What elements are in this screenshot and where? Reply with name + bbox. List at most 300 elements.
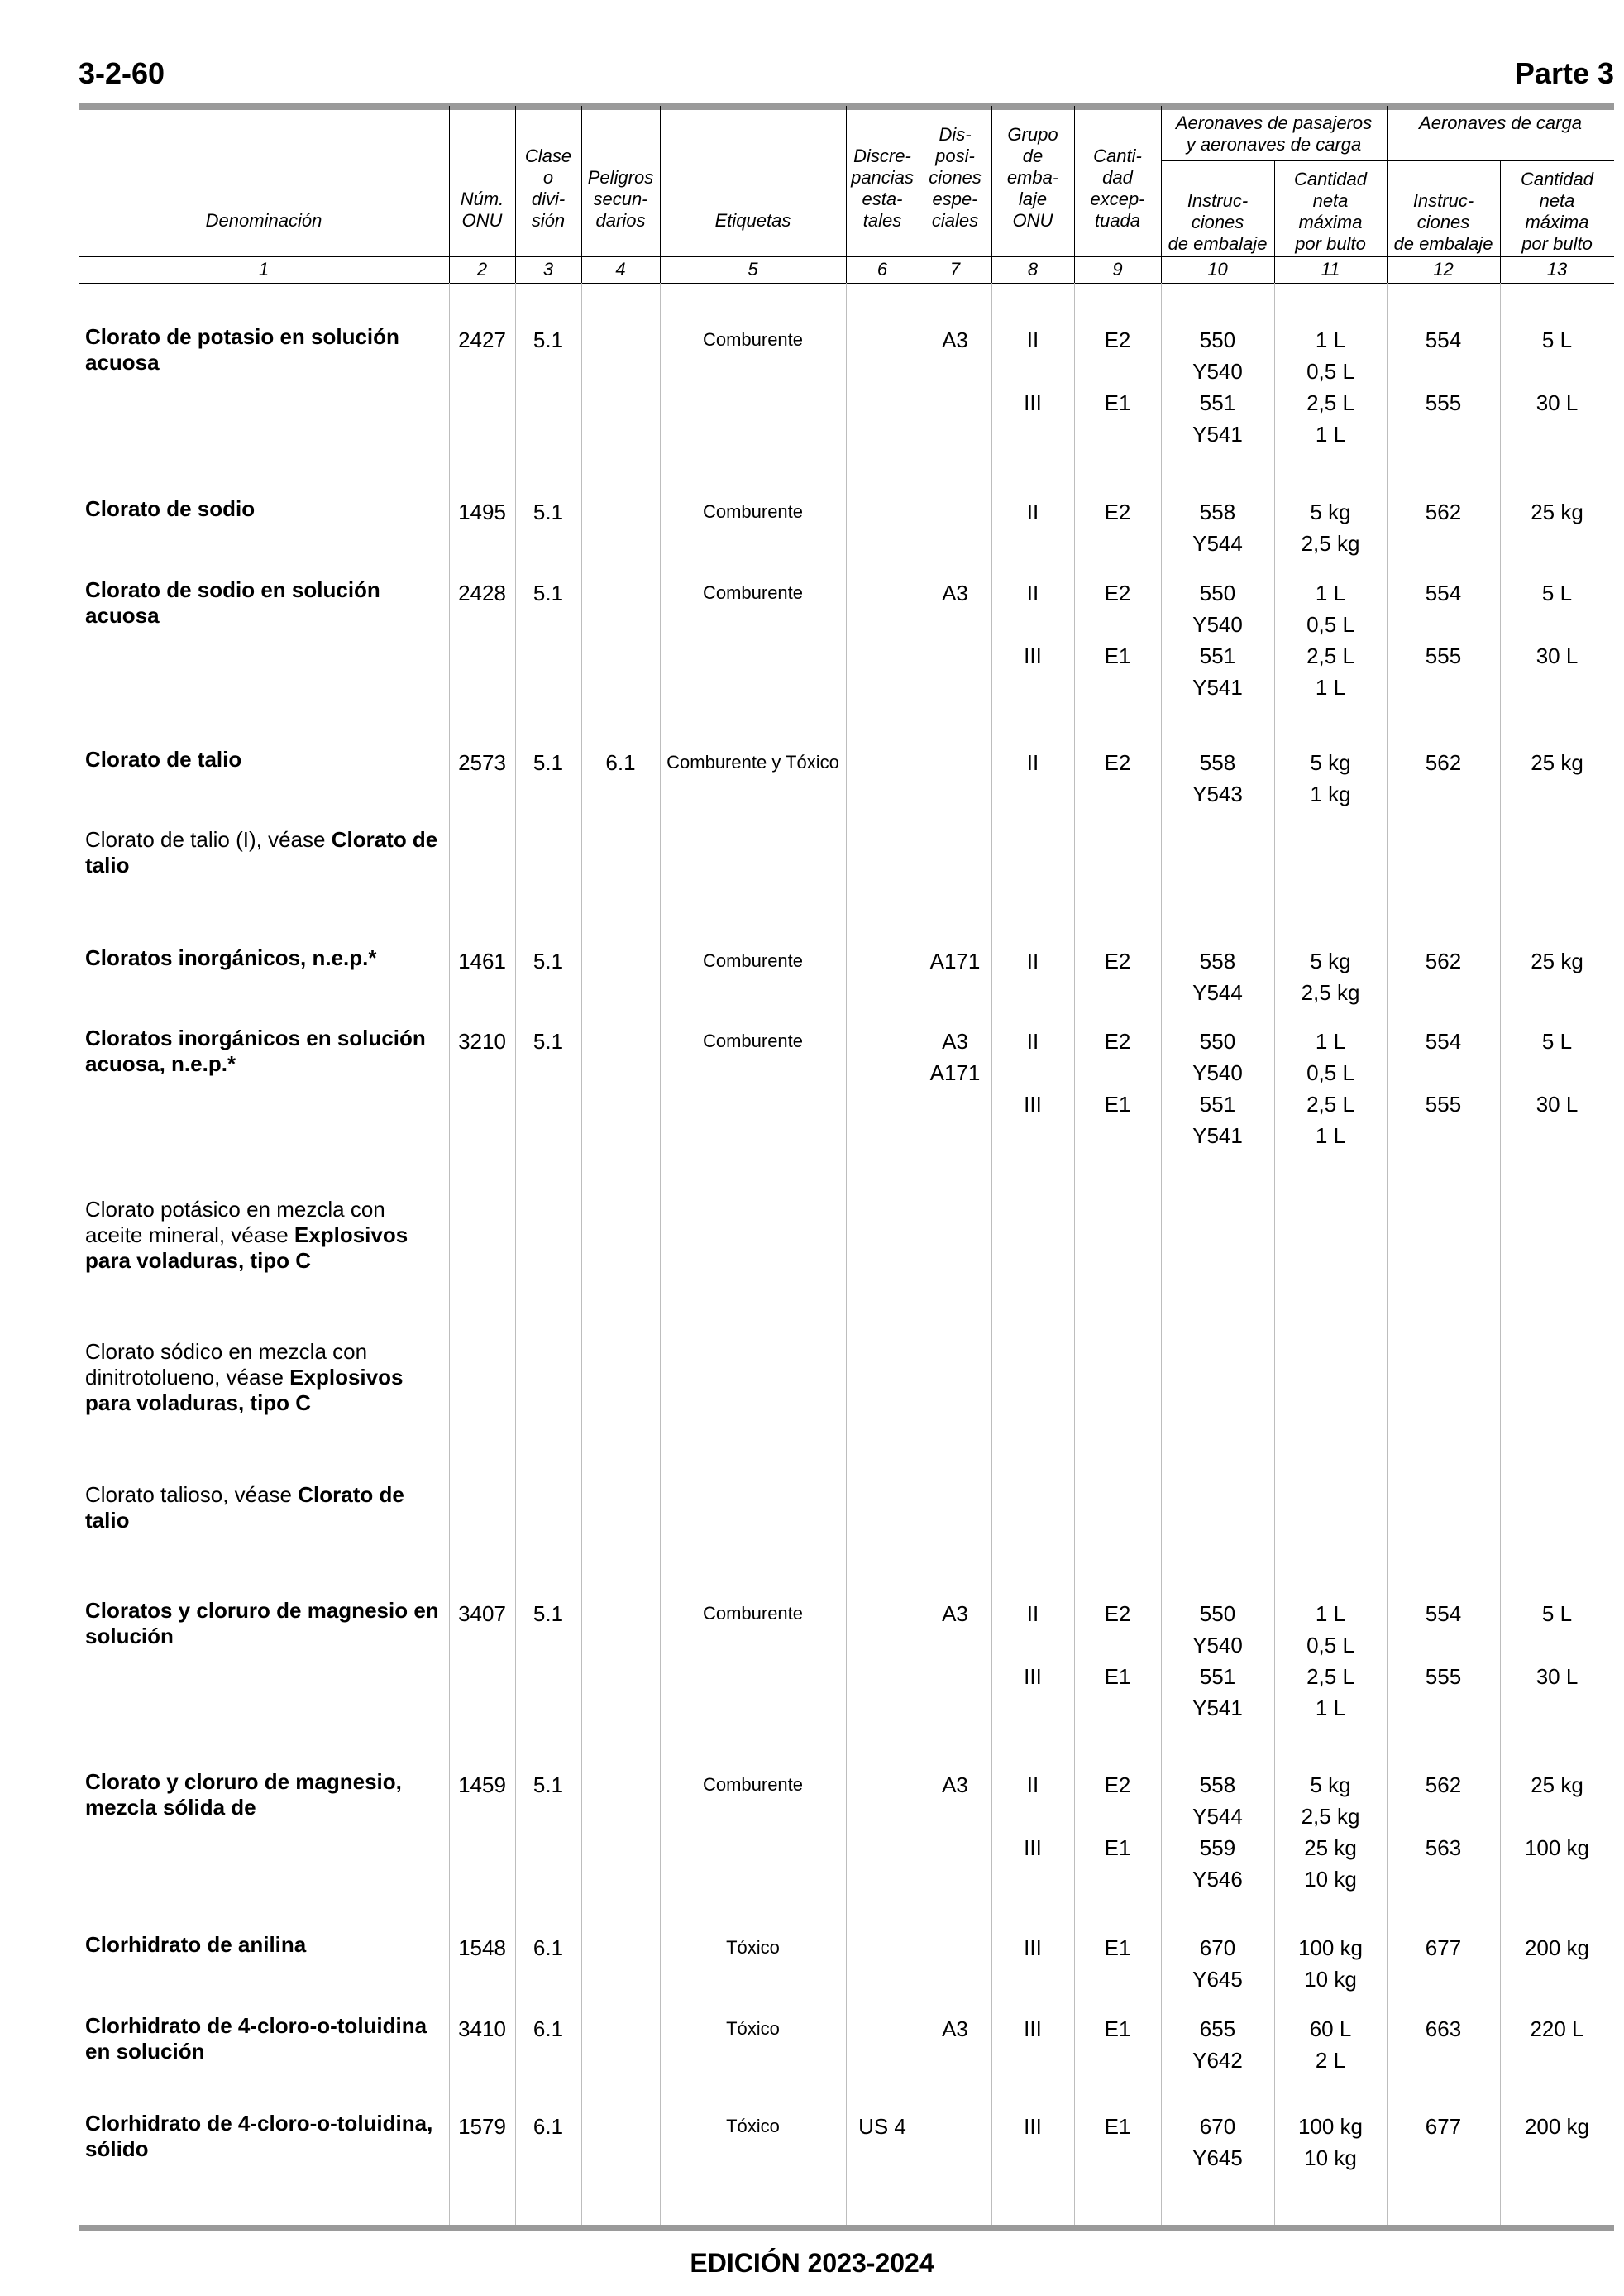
passenger-max-net-quantity-value: 1 L (1315, 675, 1346, 700)
passenger-packing-instruction-value: 655 (1199, 2016, 1236, 2041)
excepted-quantity (1074, 747, 1161, 778)
class-division: 5.1 (533, 949, 564, 973)
passenger-max-net-quantity-value: 1 L (1315, 1029, 1346, 1054)
excepted-quantity-value: E2 (1104, 1029, 1131, 1054)
packing-group-value (991, 419, 1074, 450)
cargo-packing-instruction-value (1387, 1629, 1500, 1661)
cargo-packing-instruction-value: 555 (1425, 1664, 1462, 1689)
excepted-quantity-value (1074, 1629, 1161, 1661)
passenger-packing-instruction-value: 558 (1199, 949, 1236, 973)
special-provision-value: A3 (942, 1772, 968, 1797)
excepted-quantity (1074, 2111, 1161, 2142)
passenger-max-net-quantity-value: 1 L (1315, 581, 1346, 605)
packing-group-value: III (1024, 1935, 1042, 1960)
substance-name: Clorhidrato de 4-cloro-o-toluidina, sólido (85, 2111, 433, 2161)
excepted-quantity-value: E1 (1104, 643, 1131, 668)
excepted-quantity-value (1074, 1801, 1161, 1832)
substance-name: Clorhidrato de 4-cloro-o-toluidina en solución (85, 2013, 427, 2064)
packing-group-value: II (1026, 750, 1039, 775)
passenger-max-net-quantity-value: 25 kg (1304, 1835, 1357, 1860)
cargo-max-net-quantity (1500, 1598, 1614, 1724)
passenger-packing-instruction (1161, 1598, 1274, 1724)
cargo-packing-instruction-value: 677 (1425, 2114, 1462, 2139)
header-denominacion: Denominación (205, 210, 322, 231)
header-carga: Aeronaves de carga (1419, 112, 1582, 133)
passenger-max-net-quantity-value: 1 L (1315, 1696, 1346, 1720)
cargo-max-net-quantity (1500, 747, 1614, 778)
special-provision-value: A171 (929, 949, 981, 973)
cargo-packing-instruction (1387, 1026, 1500, 1151)
cargo-max-net-quantity (1500, 2013, 1614, 2045)
column-number: 3 (542, 259, 554, 280)
cargo-max-net-quantity-value: 5 L (1541, 1029, 1573, 1054)
passenger-max-net-quantity-value: 2 L (1315, 2048, 1346, 2073)
passenger-max-net-quantity (1274, 324, 1387, 450)
column-number: 1 (258, 259, 270, 280)
excepted-quantity (1074, 1769, 1161, 1895)
class-division: 5.1 (533, 1029, 564, 1054)
cargo-max-net-quantity (1500, 496, 1614, 528)
cargo-max-net-quantity-value: 25 kg (1531, 1772, 1583, 1797)
passenger-packing-instruction-value: 559 (1199, 1835, 1236, 1860)
header-column-divider (991, 106, 992, 283)
passenger-packing-instruction (1161, 577, 1274, 703)
passenger-max-net-quantity-value: 1 L (1315, 1123, 1346, 1148)
header-group-line (1161, 160, 1614, 161)
passenger-packing-instruction (1161, 324, 1274, 450)
substance-name: Clorato y cloruro de magnesio, mezcla sólida de (85, 1769, 402, 1820)
cargo-packing-instruction-value: 554 (1425, 1601, 1462, 1626)
passenger-packing-instruction-value: 558 (1199, 750, 1236, 775)
cargo-packing-instruction-value (1387, 419, 1500, 450)
cargo-max-net-quantity-value (1500, 1801, 1614, 1832)
column-number: 8 (1027, 259, 1039, 280)
packing-group-value (991, 609, 1074, 640)
header-cantidad-13: Cantidad neta máxima por bulto (1520, 169, 1594, 254)
excepted-quantity-value: E2 (1104, 328, 1131, 352)
passenger-max-net-quantity-value: 2,5 L (1306, 1664, 1354, 1689)
passenger-max-net-quantity-value: 1 L (1315, 1601, 1346, 1626)
packing-group-value: II (1026, 581, 1039, 605)
packing-group-value: II (1026, 500, 1039, 524)
excepted-quantity-value (1074, 356, 1161, 387)
header-column-divider (1387, 106, 1388, 283)
passenger-packing-instruction-value: 551 (1199, 1664, 1236, 1689)
passenger-packing-instruction-value: 551 (1199, 643, 1236, 668)
page-header (79, 56, 1614, 98)
cargo-packing-instruction-value: 554 (1425, 1029, 1462, 1054)
cargo-packing-instruction-value (1387, 1120, 1500, 1151)
cargo-max-net-quantity-value: 5 L (1541, 581, 1573, 605)
excepted-quantity (1074, 2013, 1161, 2045)
hazard-label: Tóxico (726, 2018, 780, 2039)
special-provision-value: A3 (942, 1601, 968, 1626)
header-column-divider (1274, 160, 1275, 283)
cargo-max-net-quantity-value: 25 kg (1531, 500, 1583, 524)
excepted-quantity-value (1074, 1863, 1161, 1895)
class-division: 6.1 (533, 2016, 564, 2041)
excepted-quantity-value (1074, 1057, 1161, 1088)
packing-group-value (991, 1120, 1074, 1151)
excepted-quantity-value: E1 (1104, 2016, 1131, 2041)
substance-name: Cloratos y cloruro de magnesio en solución (85, 1598, 439, 1648)
packing-group-value: III (1024, 1092, 1042, 1117)
excepted-quantity-value (1074, 672, 1161, 703)
packing-group-value: II (1026, 328, 1039, 352)
class-division: 6.1 (533, 2114, 564, 2139)
cargo-packing-instruction-value: 554 (1425, 581, 1462, 605)
cargo-packing-instruction-value: 562 (1425, 949, 1462, 973)
passenger-max-net-quantity-value: 2,5 L (1306, 1092, 1354, 1117)
hazard-label: Tóxico (726, 2116, 780, 2136)
passenger-max-net-quantity-value: 2,5 kg (1301, 531, 1360, 556)
passenger-packing-instruction (1161, 945, 1274, 1008)
cargo-max-net-quantity-value (1500, 1629, 1614, 1661)
excepted-quantity-value: E2 (1104, 500, 1131, 524)
hazard-label: Comburente (702, 1031, 804, 1051)
passenger-max-net-quantity-value: 5 kg (1310, 949, 1351, 973)
edition-footer: EDICIÓN 2023-2024 (690, 2248, 934, 2278)
header-disposiciones: Dis- posi- ciones espe- ciales (929, 124, 982, 231)
special-provision-value: A3 (942, 581, 968, 605)
special-provision (919, 2013, 991, 2045)
substance-name: Clorato potásico en mezcla con aceite mineral, véase Explosivos para voladuras, tipo C (85, 1197, 408, 1273)
passenger-packing-instruction-value: Y544 (1192, 531, 1243, 556)
passenger-max-net-quantity-value: 1 L (1315, 328, 1346, 352)
hazard-label: Tóxico (726, 1937, 780, 1958)
special-provision (919, 1026, 991, 1088)
cargo-packing-instruction-value: 555 (1425, 1092, 1462, 1117)
column-number: 10 (1207, 259, 1228, 280)
passenger-max-net-quantity-value: 5 kg (1310, 500, 1351, 524)
cargo-packing-instruction-value: 554 (1425, 328, 1462, 352)
cargo-max-net-quantity-value (1500, 1120, 1614, 1151)
cargo-max-net-quantity-value: 5 L (1541, 1601, 1573, 1626)
passenger-packing-instruction-value: 550 (1199, 1029, 1236, 1054)
cargo-max-net-quantity-value: 25 kg (1531, 750, 1583, 775)
hazard-label: Comburente (702, 501, 804, 522)
cargo-packing-instruction-value: 677 (1425, 1935, 1462, 1960)
passenger-packing-instruction-value: Y543 (1192, 782, 1243, 806)
packing-group-value: III (1024, 1664, 1042, 1689)
passenger-max-net-quantity (1274, 2111, 1387, 2174)
packing-group-value (991, 1629, 1074, 1661)
passenger-max-net-quantity (1274, 496, 1387, 559)
header-pasajeros: Aeronaves de pasajeros y aeronaves de carga (1175, 112, 1373, 155)
column-number: 4 (615, 259, 626, 280)
excepted-quantity-value (1074, 609, 1161, 640)
class-division: 5.1 (533, 1772, 564, 1797)
header-discrepancias: Discre- pancias esta- tales (851, 146, 914, 231)
cargo-max-net-quantity-value: 30 L (1536, 1664, 1579, 1689)
cargo-max-net-quantity (1500, 945, 1614, 977)
column-divider (581, 283, 582, 2225)
passenger-max-net-quantity (1274, 1769, 1387, 1895)
column-number: 7 (949, 259, 961, 280)
cargo-max-net-quantity-value: 30 L (1536, 643, 1579, 668)
packing-group (991, 1769, 1074, 1895)
special-provision-value: A3 (942, 2016, 968, 2041)
cargo-packing-instruction (1387, 496, 1500, 528)
un-number: 1459 (458, 1772, 506, 1797)
excepted-quantity-value: E2 (1104, 1601, 1131, 1626)
excepted-quantity (1074, 496, 1161, 528)
packing-group (991, 2013, 1074, 2045)
substance-name: Clorato de sodio (85, 496, 256, 521)
passenger-packing-instruction-value: 558 (1199, 500, 1236, 524)
part-title: Parte 3 (1514, 56, 1614, 90)
header-instrucciones-12: Instruc- ciones de embalaje (1393, 190, 1493, 254)
packing-group-value: III (1024, 1835, 1042, 1860)
excepted-quantity (1074, 1932, 1161, 1964)
passenger-packing-instruction-value: 550 (1199, 328, 1236, 352)
header-column-divider (581, 106, 582, 283)
packing-group-value (991, 1863, 1074, 1895)
hazard-label: Comburente (702, 329, 804, 350)
cargo-max-net-quantity-value (1500, 672, 1614, 703)
cargo-max-net-quantity-value: 220 L (1530, 2016, 1584, 2041)
column-number: 6 (876, 259, 888, 280)
cargo-max-net-quantity-value (1500, 1692, 1614, 1724)
excepted-quantity-value (1074, 1120, 1161, 1151)
passenger-max-net-quantity-value: 5 kg (1310, 1772, 1351, 1797)
column-number: 9 (1112, 259, 1123, 280)
special-provision (919, 577, 991, 609)
packing-group-value: III (1024, 643, 1042, 668)
passenger-max-net-quantity (1274, 1598, 1387, 1724)
cargo-max-net-quantity-value: 200 kg (1524, 1935, 1590, 1960)
passenger-packing-instruction (1161, 1932, 1274, 1995)
excepted-quantity-value (1074, 419, 1161, 450)
passenger-packing-instruction-value: Y645 (1192, 2145, 1243, 2170)
header-column-divider (1500, 160, 1501, 283)
cargo-packing-instruction-value: 555 (1425, 643, 1462, 668)
passenger-max-net-quantity-value: 2,5 kg (1301, 980, 1360, 1005)
passenger-max-net-quantity-value: 2,5 L (1306, 390, 1354, 415)
packing-group-value: II (1026, 1772, 1039, 1797)
cargo-packing-instruction-value (1387, 672, 1500, 703)
substance-name: Clorato de sodio en solución acuosa (85, 577, 380, 628)
cargo-max-net-quantity-value: 30 L (1536, 1092, 1579, 1117)
passenger-packing-instruction-value: Y541 (1192, 422, 1243, 447)
cargo-max-net-quantity (1500, 577, 1614, 703)
header-peligros: Peligros secun- darios (587, 167, 654, 231)
header-etiquetas: Etiquetas (714, 210, 791, 231)
excepted-quantity-value: E1 (1104, 1935, 1131, 1960)
passenger-packing-instruction (1161, 2013, 1274, 2076)
packing-group-value (991, 1801, 1074, 1832)
class-division: 5.1 (533, 500, 564, 524)
passenger-max-net-quantity-value: 60 L (1309, 2016, 1352, 2041)
un-number: 1548 (458, 1935, 506, 1960)
excepted-quantity (1074, 577, 1161, 703)
class-division: 5.1 (533, 750, 564, 775)
passenger-max-net-quantity-value: 0,5 L (1306, 612, 1354, 637)
class-division: 6.1 (533, 1935, 564, 1960)
packing-group (991, 1932, 1074, 1964)
cargo-max-net-quantity-value (1500, 419, 1614, 450)
excepted-quantity-value: E1 (1104, 390, 1131, 415)
header-column-divider (660, 106, 661, 283)
passenger-packing-instruction-value: Y544 (1192, 980, 1243, 1005)
cargo-packing-instruction-value (1387, 1057, 1500, 1088)
packing-group-value (991, 356, 1074, 387)
cargo-packing-instruction-value: 562 (1425, 750, 1462, 775)
passenger-packing-instruction-value: Y546 (1192, 1867, 1243, 1892)
cargo-packing-instruction-value: 562 (1425, 1772, 1462, 1797)
passenger-max-net-quantity-value: 100 kg (1297, 1935, 1364, 1960)
excepted-quantity-value: E2 (1104, 1772, 1131, 1797)
special-provision (919, 945, 991, 977)
passenger-max-net-quantity (1274, 577, 1387, 703)
passenger-max-net-quantity-value: 1 L (1315, 422, 1346, 447)
bottom-rule (79, 2225, 1614, 2231)
packing-group-value (991, 1057, 1074, 1088)
packing-group (991, 577, 1074, 703)
passenger-packing-instruction-value: 558 (1199, 1772, 1236, 1797)
cargo-packing-instruction (1387, 747, 1500, 778)
passenger-max-net-quantity-value: 100 kg (1297, 2114, 1364, 2139)
cargo-max-net-quantity-value: 5 L (1541, 328, 1573, 352)
cargo-max-net-quantity-value: 30 L (1536, 390, 1579, 415)
packing-group-value: III (1024, 2114, 1042, 2139)
cargo-packing-instruction-value (1387, 609, 1500, 640)
special-provision-value: A3 (942, 1029, 968, 1054)
header-cantidad-11: Cantidad neta máxima por bulto (1293, 169, 1368, 254)
packing-group (991, 324, 1074, 450)
un-number: 3410 (458, 2016, 506, 2041)
subsidiary-hazard: 6.1 (605, 750, 636, 775)
cargo-max-net-quantity-value: 100 kg (1524, 1835, 1590, 1860)
special-provision (919, 1598, 991, 1629)
cargo-max-net-quantity (1500, 1026, 1614, 1151)
passenger-max-net-quantity-value: 0,5 L (1306, 1060, 1354, 1085)
column-number: 5 (748, 259, 758, 280)
cargo-packing-instruction-value: 663 (1425, 2016, 1462, 2041)
passenger-packing-instruction-value: Y540 (1192, 612, 1243, 637)
excepted-quantity-value: E1 (1104, 2114, 1131, 2139)
substance-name: Clorato de talio (85, 747, 242, 772)
cargo-packing-instruction (1387, 324, 1500, 450)
passenger-packing-instruction-value: 551 (1199, 390, 1236, 415)
passenger-max-net-quantity-value: 2,5 L (1306, 643, 1354, 668)
passenger-packing-instruction-value: Y540 (1192, 1060, 1243, 1085)
passenger-max-net-quantity (1274, 1932, 1387, 1995)
packing-group (991, 2111, 1074, 2142)
class-division: 5.1 (533, 581, 564, 605)
excepted-quantity (1074, 945, 1161, 977)
passenger-max-net-quantity (1274, 945, 1387, 1008)
excepted-quantity (1074, 1598, 1161, 1724)
passenger-max-net-quantity-value: 0,5 L (1306, 1633, 1354, 1657)
hazard-label: Comburente (702, 582, 804, 603)
passenger-max-net-quantity-value: 10 kg (1304, 1867, 1357, 1892)
cargo-packing-instruction (1387, 1932, 1500, 1964)
cargo-packing-instruction-value: 563 (1425, 1835, 1462, 1860)
passenger-max-net-quantity (1274, 747, 1387, 810)
passenger-max-net-quantity (1274, 2013, 1387, 2076)
hazard-label: Comburente (702, 950, 804, 971)
packing-group-value (991, 672, 1074, 703)
packing-group-value: II (1026, 1601, 1039, 1626)
passenger-packing-instruction-value: 551 (1199, 1092, 1236, 1117)
column-number: 12 (1433, 259, 1454, 280)
un-number: 1579 (458, 2114, 506, 2139)
excepted-quantity-value: E2 (1104, 750, 1131, 775)
cargo-packing-instruction-value (1387, 1801, 1500, 1832)
cargo-packing-instruction-value (1387, 356, 1500, 387)
substance-name: Cloratos inorgánicos, n.e.p.* (85, 945, 377, 970)
excepted-quantity-value: E1 (1104, 1092, 1131, 1117)
substance-name: Clorato de talio (I), véase Clorato de talio (85, 827, 438, 878)
header-instrucciones-10: Instruc- ciones de embalaje (1168, 190, 1268, 254)
packing-group-value: III (1024, 390, 1042, 415)
column-divider (846, 283, 847, 2225)
packing-group-value: III (1024, 2016, 1042, 2041)
header-cantidad-exceptuada: Canti- dad excep- tuada (1090, 146, 1145, 231)
header-column-divider (515, 106, 516, 283)
cargo-max-net-quantity (1500, 2111, 1614, 2142)
header-column-divider (449, 106, 450, 283)
packing-group-value (991, 1692, 1074, 1724)
packing-group (991, 1598, 1074, 1724)
substance-name: Clorato sódico en mezcla con dinitrotolueno, véase Explosivos para voladuras, tipo C (85, 1339, 404, 1415)
cargo-packing-instruction (1387, 945, 1500, 977)
class-division: 5.1 (533, 1601, 564, 1626)
page-number: 3-2-60 (79, 56, 165, 90)
special-provision-value: A3 (942, 328, 968, 352)
passenger-packing-instruction-value: 670 (1199, 2114, 1236, 2139)
passenger-packing-instruction (1161, 496, 1274, 559)
passenger-packing-instruction-value: Y645 (1192, 1967, 1243, 1992)
passenger-packing-instruction-value: Y541 (1192, 1123, 1243, 1148)
packing-group (991, 945, 1074, 977)
cargo-packing-instruction-value: 562 (1425, 500, 1462, 524)
cargo-max-net-quantity-value (1500, 1057, 1614, 1088)
substance-name: Clorhidrato de anilina (85, 1932, 307, 1957)
passenger-packing-instruction-value: Y544 (1192, 1804, 1243, 1829)
passenger-packing-instruction (1161, 1026, 1274, 1151)
excepted-quantity (1074, 1026, 1161, 1151)
packing-group-value: II (1026, 949, 1039, 973)
cargo-max-net-quantity-value: 25 kg (1531, 949, 1583, 973)
passenger-packing-instruction (1161, 2111, 1274, 2174)
cargo-max-net-quantity-value (1500, 609, 1614, 640)
column-number: 11 (1321, 259, 1340, 280)
header-column-divider (1074, 106, 1075, 283)
substance-name: Clorato talioso, véase Clorato de talio (85, 1482, 404, 1533)
column-number: 2 (476, 259, 488, 280)
un-number: 2428 (458, 581, 506, 605)
un-number: 2427 (458, 328, 506, 352)
passenger-max-net-quantity-value: 10 kg (1304, 1967, 1357, 1992)
header-column-divider (1161, 106, 1162, 283)
un-number: 3210 (458, 1029, 506, 1054)
cargo-packing-instruction-value (1387, 1863, 1500, 1895)
cargo-packing-instruction (1387, 1598, 1500, 1724)
passenger-max-net-quantity-value: 5 kg (1310, 750, 1351, 775)
passenger-max-net-quantity-value: 1 kg (1310, 782, 1351, 806)
passenger-packing-instruction-value: Y541 (1192, 675, 1243, 700)
excepted-quantity-value: E2 (1104, 581, 1131, 605)
header-onu: Núm. ONU (460, 189, 504, 231)
excepted-quantity-value (1074, 1692, 1161, 1724)
packing-group (991, 747, 1074, 778)
header-column-divider (846, 106, 847, 283)
passenger-packing-instruction (1161, 1769, 1274, 1895)
special-provision-value: A171 (929, 1060, 981, 1085)
cargo-max-net-quantity-value: 200 kg (1524, 2114, 1590, 2139)
